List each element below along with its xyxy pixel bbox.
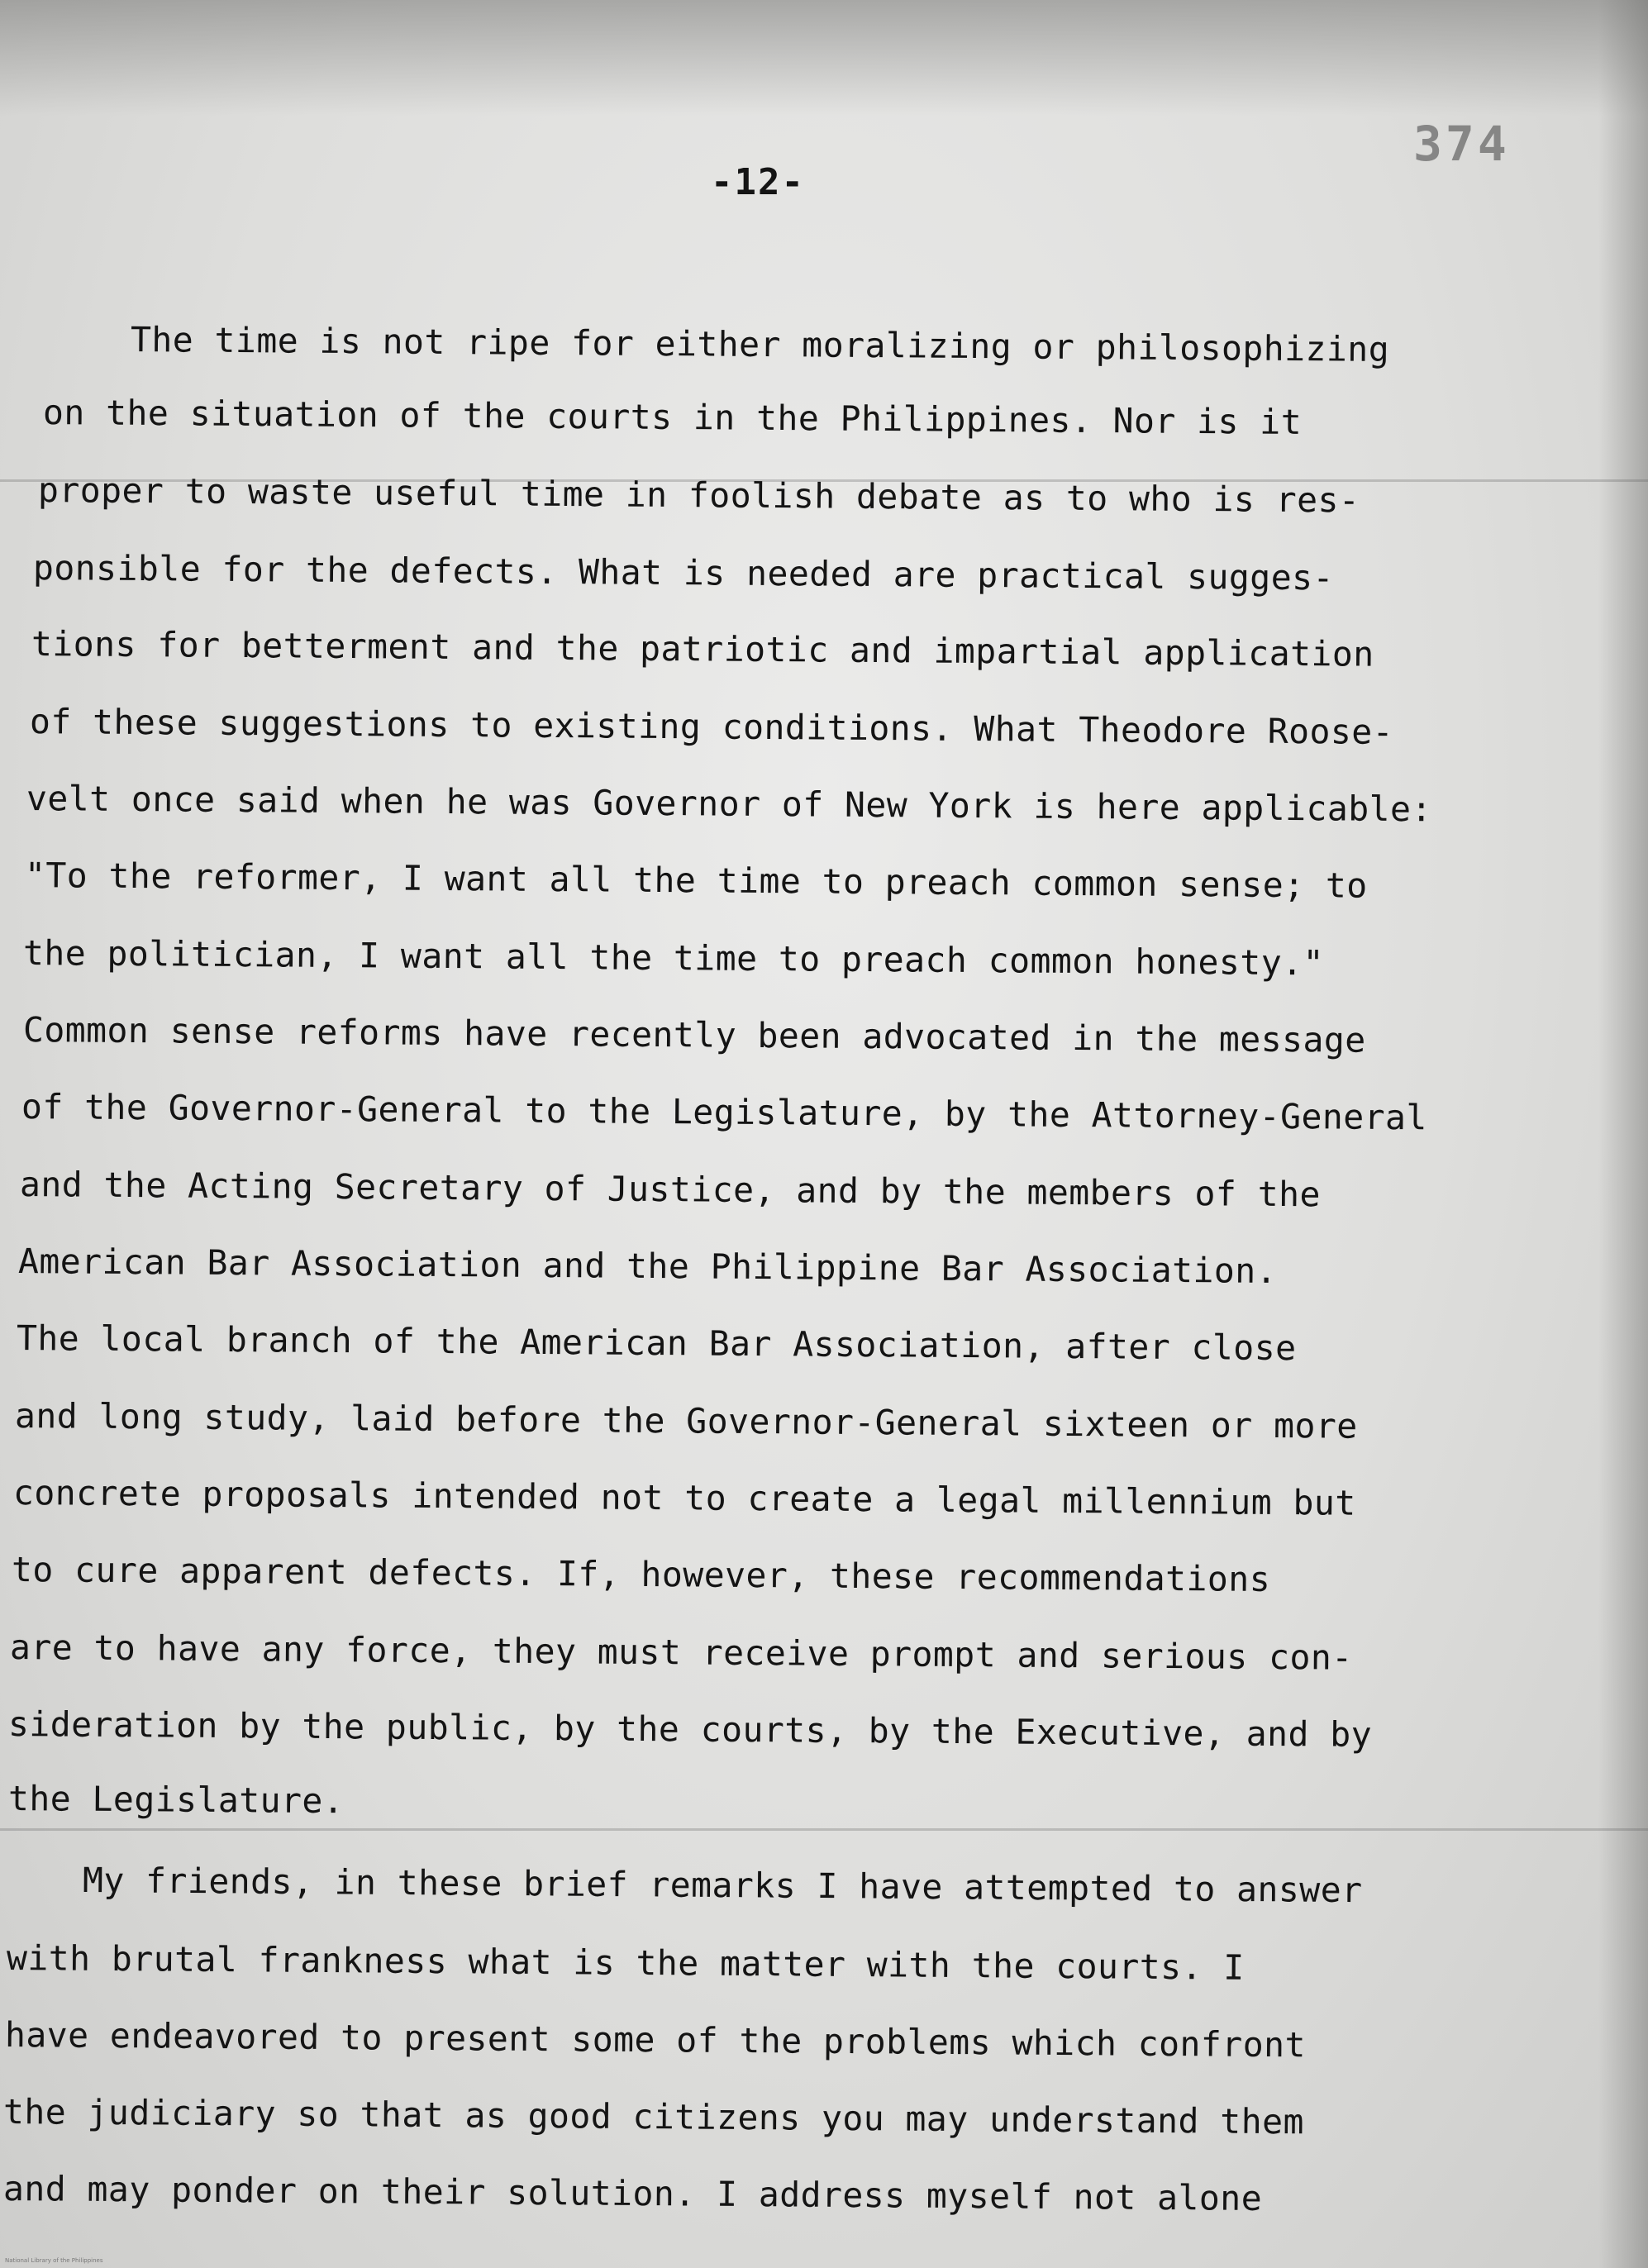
text-line: to cure apparent defects. If, however, these recommendations — [11, 1549, 1271, 1599]
text-line: and may ponder on their solution. I address myself not alone — [2, 2168, 1263, 2218]
scan-fold-line — [0, 1828, 1648, 1831]
scan-top-shadow — [0, 0, 1648, 116]
text-line: ponsible for the defects. What is needed are practical sugges- — [32, 547, 1335, 598]
archive-stamp-number: 374 — [1413, 116, 1510, 172]
text-line: "To the reformer, I want all the time to preach common sense; to — [24, 855, 1368, 906]
text-line: are to have any force, they must receive prompt and serious con- — [9, 1627, 1353, 1678]
text-line: the Legislature. — [7, 1778, 345, 1822]
text-line: and long study, laid before the Governor-General sixteen or more — [14, 1395, 1358, 1446]
text-line: on the situation of the courts in the Philippines. Nor is it — [42, 392, 1303, 442]
text-line: The time is not ripe for either moralizing or philosophizing — [130, 319, 1390, 369]
text-line: and the Acting Secretary of Justice, and by the members of the — [19, 1164, 1322, 1215]
page-number: -12- — [711, 161, 805, 203]
text-line: the judiciary so that as good citizens you may understand them — [2, 2091, 1305, 2142]
text-line: proper to waste useful time in foolish debate as to who is res- — [37, 469, 1360, 521]
text-line: of the Governor-General to the Legislature, by the Attorney-General — [21, 1086, 1427, 1138]
text-line: the politician, I want all the time to preach common honesty." — [22, 932, 1325, 984]
text-line: with brutal frankness what is the matter with the courts. I — [6, 1937, 1245, 1988]
text-line: tions for betterment and the patriotic and impartial application — [31, 623, 1374, 674]
text-line: concrete proposals intended not to create a legal millennium but — [12, 1472, 1356, 1523]
text-line: The local branch of the American Bar Association, after close — [16, 1317, 1297, 1369]
text-line: have endeavored to present some of the problems which confront — [4, 2014, 1307, 2066]
text-line: velt once said when he was Governor of New York is here applicable: — [26, 778, 1432, 830]
text-line: of these suggestions to existing conditions. What Theodore Roose- — [29, 701, 1394, 752]
text-line: Common sense reforms have recently been advocated in the message — [22, 1009, 1366, 1060]
scan-footer-credit: National Library of the Philippines — [5, 2257, 103, 2264]
text-line: sideration by the public, by the courts, by the Executive, and by — [7, 1703, 1373, 1755]
text-line: My friends, in these brief remarks I have attempted to answer — [82, 1860, 1363, 1911]
text-line: American Bar Association and the Philippine Bar Association. — [17, 1241, 1278, 1291]
scan-right-edge — [1598, 0, 1648, 2268]
